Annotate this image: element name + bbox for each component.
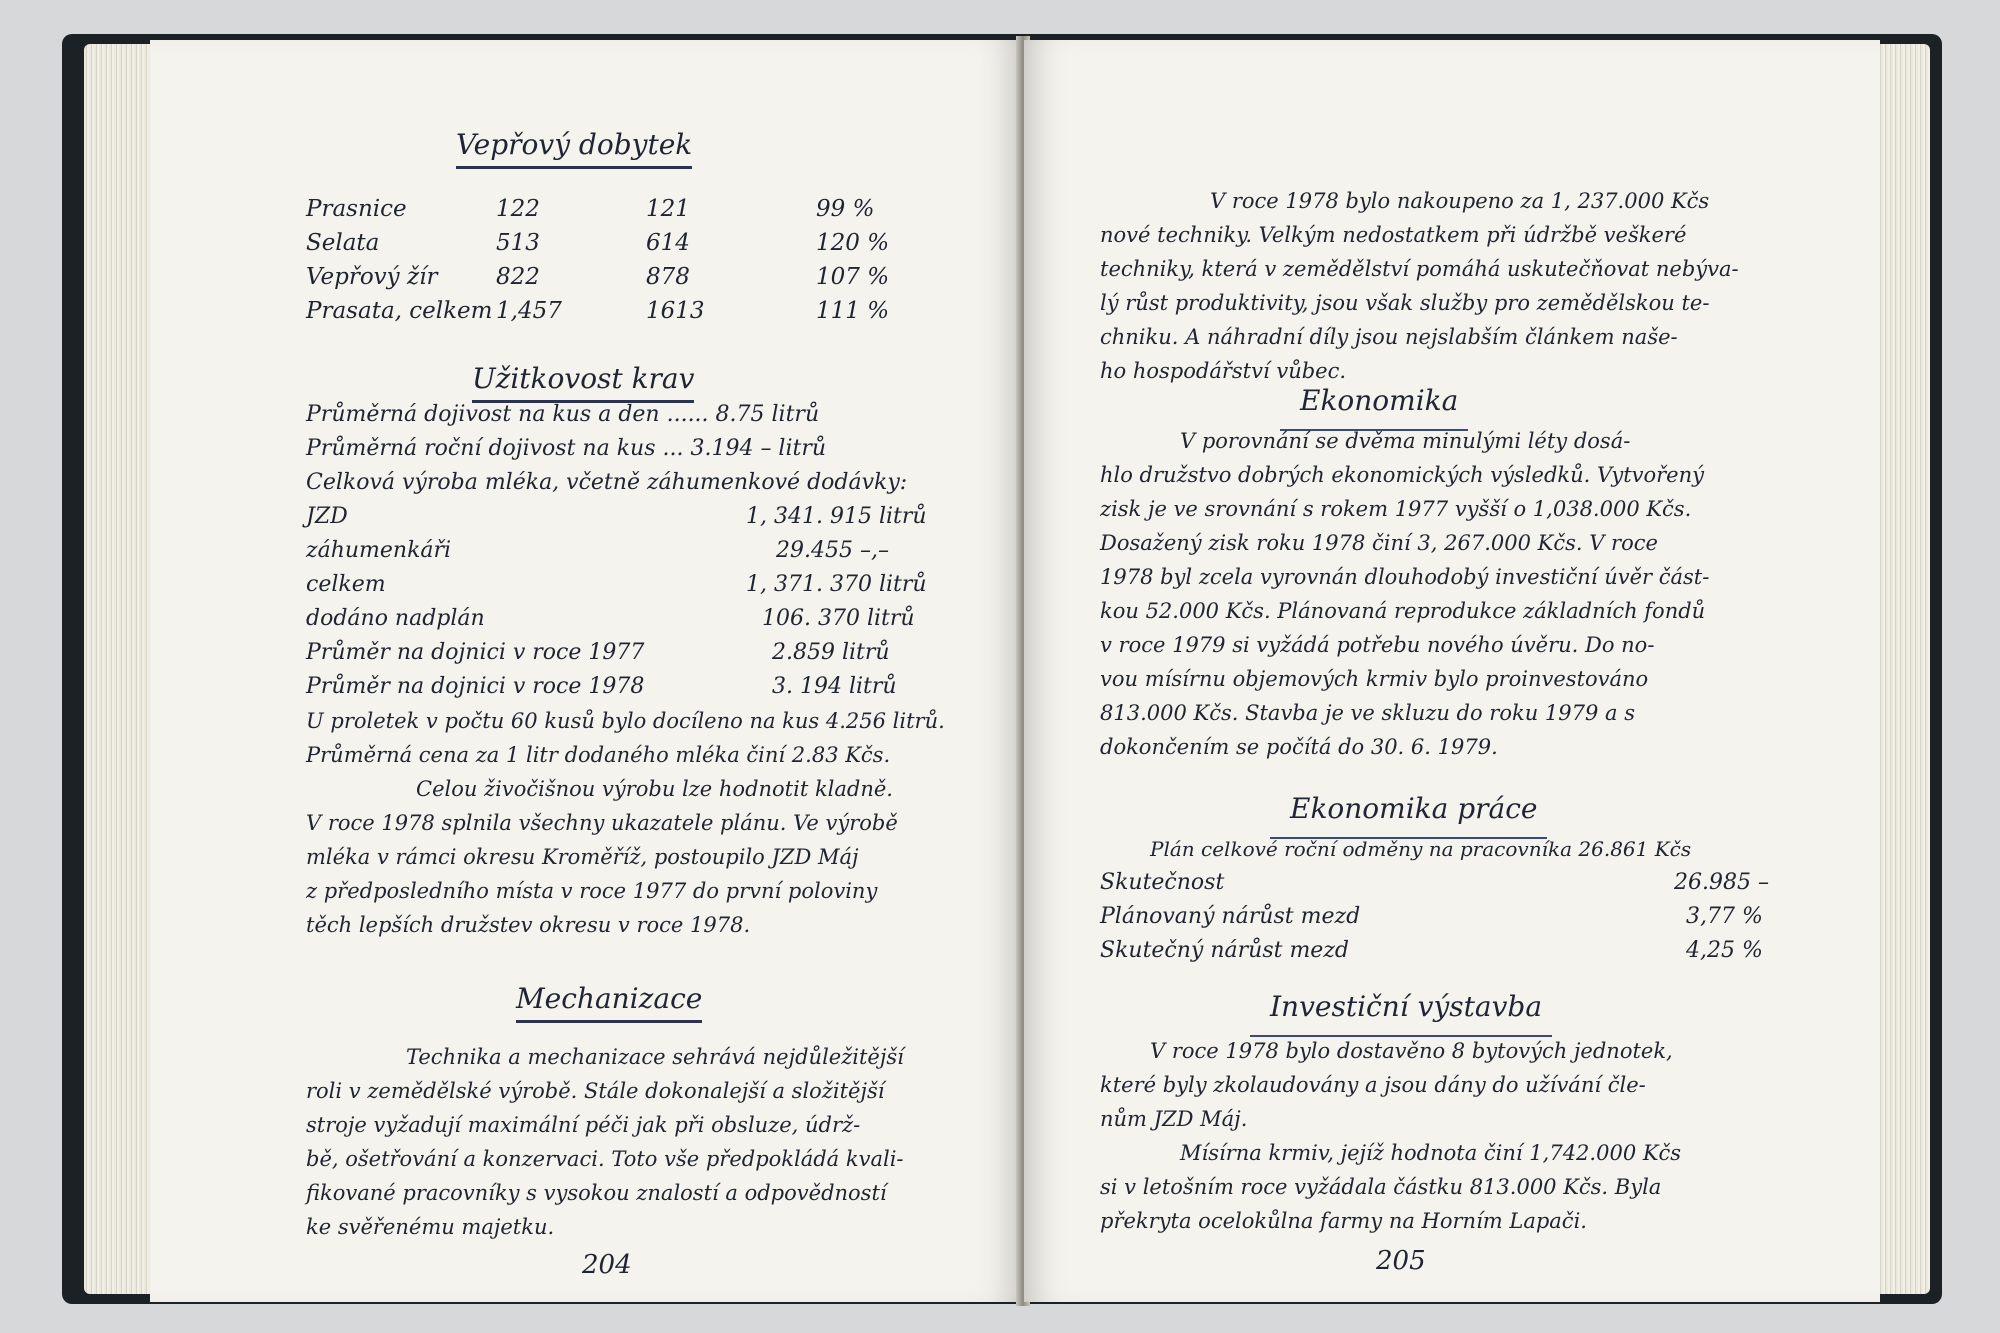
pigs-plan: 122	[496, 196, 540, 222]
milk-row	[306, 602, 915, 636]
pigs-actual: 121	[646, 196, 690, 222]
pigs-label: Selata	[306, 230, 380, 256]
labor-row-label: Skutečný nárůst mezd	[1100, 938, 1349, 963]
milk-row-label: celkem	[306, 572, 386, 597]
title-underline	[456, 166, 692, 169]
milk-line: Celková výroba mléka, včetně záhumenkové dodávky:	[306, 470, 908, 495]
eco-line: vou mísírnu objemových krmiv bylo proinvestováno	[1100, 667, 1649, 691]
milk-row-label: Průměr na dojnici v roce 1978	[306, 674, 645, 699]
pigs-plan: 513	[496, 230, 540, 256]
intro-line: lý růst produktivity, jsou však služby pro zemědělskou te-	[1100, 291, 1710, 315]
pigs-percent: 111 %	[816, 298, 890, 324]
milk-note: z předposledního místa v roce 1977 do první poloviny	[306, 879, 878, 903]
mech-line: stroje vyžadují maximální péči jak při obsluze, údrž-	[306, 1113, 861, 1137]
right-page	[1024, 40, 1880, 1302]
pigs-table	[306, 192, 889, 328]
eco-line: 1978 byl zcela vyrovnán dlouhodobý investiční úvěr část-	[1100, 565, 1710, 589]
milk-line: Průměrná dojivost na kus a den ...... 8.75 litrů	[306, 402, 820, 427]
page-number: 205	[1376, 1246, 1426, 1276]
pigs-percent: 107 %	[816, 264, 890, 290]
mech-line: ke svěřenému majetku.	[306, 1215, 555, 1239]
eco-line: hlo družstvo dobrých ekonomických výsledků. Vytvořený	[1100, 463, 1704, 487]
labor-row-value: 4,25 %	[1686, 938, 1763, 963]
milk-row-value: 3. 194 litrů	[772, 674, 897, 699]
inv-line: nům JZD Máj.	[1100, 1107, 1248, 1131]
section-title-text: Investiční výstavba	[1270, 990, 1543, 1023]
section-title-economics	[1300, 384, 1458, 417]
labor-row-label: Skutečnost	[1100, 870, 1225, 895]
mech-line: Technika a mechanizace sehrává nejdůležitější	[406, 1045, 904, 1069]
section-title-investment	[1270, 990, 1542, 1023]
mech-line: fikované pracovníky s vysokou znalostí a odpovědností	[306, 1181, 887, 1205]
title-underline	[516, 1020, 702, 1023]
inv-line: si v letošním roce vyžádala částku 813.000 Kčs. Byla	[1100, 1175, 1662, 1199]
section-title-text: Ekonomika práce	[1290, 792, 1538, 825]
milk-row	[306, 534, 906, 568]
intro-line: ho hospodářství vůbec.	[1100, 359, 1347, 383]
table-row	[306, 192, 889, 226]
table-row	[306, 294, 889, 328]
milk-row	[306, 670, 906, 704]
labor-row	[1100, 900, 1800, 934]
section-title-pigs	[456, 128, 692, 161]
section-title-milk	[472, 362, 694, 395]
labor-row	[1100, 866, 1800, 900]
mech-line: roli v zemědělské výrobě. Stále dokonalejší a složitější	[306, 1079, 885, 1103]
intro-line: nové techniky. Velkým nedostatkem při údržbě veškeré	[1100, 223, 1687, 247]
milk-row-label: JZD	[306, 504, 348, 529]
milk-line: Průměrná roční dojivost na kus ... 3.194 – litrů	[306, 436, 827, 461]
pigs-actual: 614	[646, 230, 690, 256]
labor-line: Plán celkové roční odměny na pracovníka 26.861 Kčs	[1150, 837, 1692, 861]
eco-line: dokončením se počítá do 30. 6. 1979.	[1100, 735, 1498, 759]
milk-row-label: záhumenkáři	[306, 538, 452, 563]
eco-line: 813.000 Kčs. Stavba je ve skluzu do roku 1979 a s	[1100, 701, 1635, 725]
milk-note: Průměrná cena za 1 litr dodaného mléka činí 2.83 Kčs.	[306, 743, 891, 767]
milk-row-value: 106. 370 litrů	[762, 606, 915, 631]
labor-row	[1100, 934, 1800, 968]
intro-line: V roce 1978 bylo nakoupeno za 1, 237.000 Kčs	[1210, 189, 1710, 213]
milk-row-value: 1, 341. 915 litrů	[746, 504, 927, 529]
section-title-text: Ekonomika	[1300, 384, 1459, 417]
left-page	[150, 40, 1020, 1302]
pigs-label: Prasata, celkem	[306, 298, 493, 324]
milk-note: Celou živočišnou výrobu lze hodnotit kladně.	[416, 777, 893, 801]
pigs-label: Prasnice	[306, 196, 407, 222]
table-row	[306, 260, 889, 294]
pigs-plan: 1,457	[496, 298, 562, 324]
intro-line: techniky, která v zemědělství pomáhá uskutečňovat nebýva-	[1100, 257, 1739, 281]
section-title-text: Vepřový dobytek	[456, 128, 693, 161]
table-row	[306, 226, 889, 260]
inv-line: které byly zkolaudovány a jsou dány do užívání čle-	[1100, 1073, 1646, 1097]
pigs-percent: 99 %	[816, 196, 875, 222]
eco-line: zisk je ve srovnání s rokem 1977 vyšší o 1,038.000 Kčs.	[1100, 497, 1692, 521]
pigs-label: Vepřový žír	[306, 264, 438, 290]
milk-note: U proletek v počtu 60 kusů bylo docíleno na kus 4.256 litrů.	[306, 709, 945, 733]
pigs-plan: 822	[496, 264, 540, 290]
milk-row-label: Průměr na dojnici v roce 1977	[306, 640, 645, 665]
pigs-actual: 878	[646, 264, 690, 290]
eco-line: Dosažený zisk roku 1978 činí 3, 267.000 Kčs. V roce	[1100, 531, 1658, 555]
section-title-labor-economics	[1290, 792, 1537, 825]
pigs-percent: 120 %	[816, 230, 890, 256]
pigs-actual: 1613	[646, 298, 705, 324]
milk-note: mléka v rámci okresu Kroměříž, postoupilo JZD Máj	[306, 845, 859, 869]
section-title-mechanization	[516, 982, 702, 1015]
labor-row-value: 26.985 –	[1674, 870, 1769, 895]
section-title-text: Mechanizace	[516, 982, 703, 1015]
milk-row-value: 2.859 litrů	[772, 640, 890, 665]
milk-row	[306, 500, 927, 534]
eco-line: kou 52.000 Kčs. Plánovaná reprodukce základních fondů	[1100, 599, 1706, 623]
milk-row	[306, 568, 927, 602]
eco-line: v roce 1979 si vyžádá potřebu nového úvěru. Do no-	[1100, 633, 1655, 657]
milk-row	[306, 636, 906, 670]
inv-line: Mísírna krmiv, jejíž hodnota činí 1,742.000 Kčs	[1180, 1141, 1682, 1165]
inv-line: V roce 1978 bylo dostavěno 8 bytových jednotek,	[1150, 1039, 1673, 1063]
intro-line: chniku. A náhradní díly jsou nejslabším článkem naše-	[1100, 325, 1678, 349]
inv-line: překryta ocelokůlna farmy na Horním Lapači.	[1100, 1209, 1587, 1233]
milk-row-value: 29.455 –,–	[776, 538, 889, 563]
milk-row-value: 1, 371. 370 litrů	[746, 572, 927, 597]
section-title-text: Užitkovost krav	[472, 362, 695, 395]
page-number: 204	[582, 1250, 632, 1280]
eco-line: V porovnání se dvěma minulými léty dosá-	[1180, 429, 1631, 453]
labor-row-value: 3,77 %	[1686, 904, 1763, 929]
mech-line: bě, ošetřování a konzervaci. Toto vše předpokládá kvali-	[306, 1147, 904, 1171]
labor-row-label: Plánovaný nárůst mezd	[1100, 904, 1361, 929]
milk-row-label: dodáno nadplán	[306, 606, 485, 631]
milk-note: těch lepších družstev okresu v roce 1978.	[306, 913, 751, 937]
milk-note: V roce 1978 splnila všechny ukazatele plánu. Ve výrobě	[306, 811, 898, 835]
